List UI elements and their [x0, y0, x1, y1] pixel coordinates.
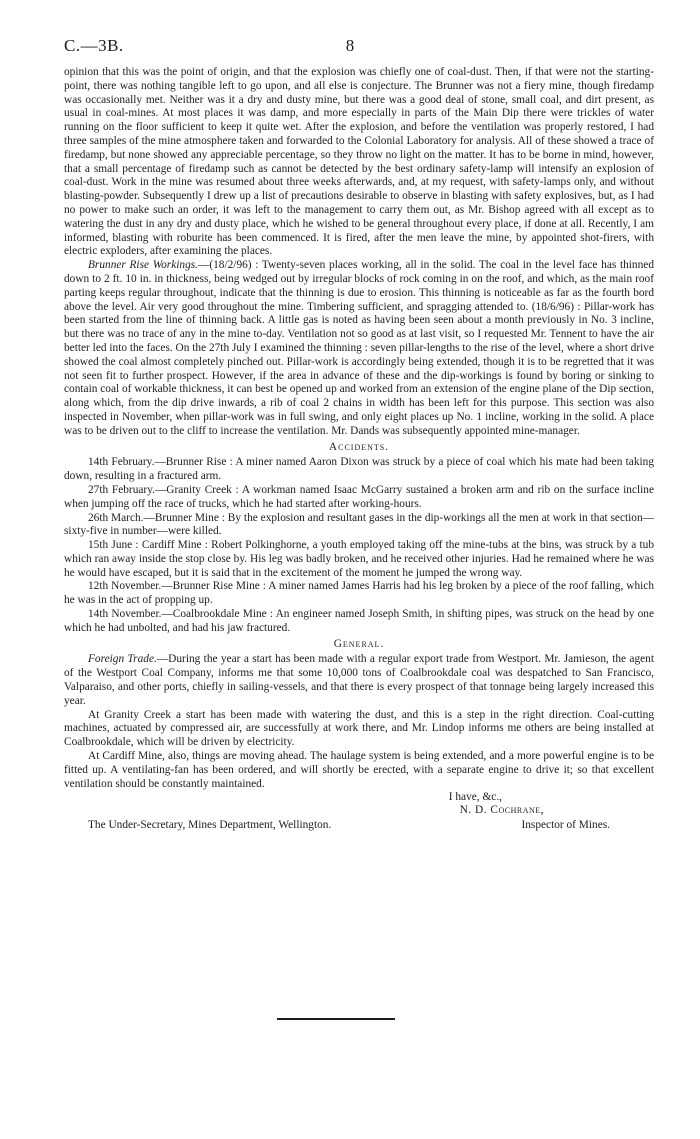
accident-item: 27th February.—Granity Creek : A workman named Isaac McGarry sustained a broken arm and rib on the surface incline when jumping off the race of trucks, which he had started after working-hours. — [64, 483, 654, 510]
signature-block — [64, 791, 654, 847]
paragraph-brunner-rise-text: —(18/2/96) : Twenty-seven places working, all in the solid. The coal in the level face has thinned down to 2 ft. 10 in. in thickness, being wedged out by irregular blocks of rock coming in on the roof, and which, as the main roof parting keeps regular throughout, indicate that the thinning is due to erosion. This thinning is noticeable as far as the fourth bord above the level. Air very good throughout the mine. Timbering sufficient, and spragging attended to. (18/6/96) : Pillar-work has been started from the line of thinning back. A little gas is noted as having been seen about a month previously in No. 3 incline, but there was no trace of any in the mine to-day. Ventilation not so good as at last visit, so I requested Mr. Tennent to have the air better led into the faces. On the 27th July I examined the thinning : seven pillar-lengths to the rise of the level, where a short drive showed the coal almost completely pinched out. Pillar-work is accordingly being extended, though it is to be regretted that it was not seen fit to further prospect. However, if the area in advance of these and the dip-workings is found by boring or sinking to contain coal of workable thickness, it can best be opened up and worked from an extension of the engine plane of the Dip section, along which, from the dip drive inwards, a rib of coal 2 chains in width has been left for this purpose. This section was also inspected in November, when pillar-work was in full swing, and only eight places up No. 1 incline, working in the solid. A place was to be driven out to the cliff to increase the ventilation. Mr. Dands was subsequently appointed mine-manager. — [64, 259, 654, 437]
signatory-name: N. D. Cochrane, — [459, 804, 544, 817]
closing-line: I have, &c., — [448, 791, 502, 804]
page-number: 8 — [345, 36, 355, 55]
accident-item: 14th February.—Brunner Rise : A miner named Aaron Dixon was struck by a piece of coal which his mate had been taking down, resulting in a fractured arm. — [64, 456, 654, 483]
paragraph-foreign-trade-text: —During the year a start has been made with a regular export trade from Westport. Mr. Jamieson, the agent of the Westport Coal Company, informs me that some 10,000 tons of Coalbrookdale coal was despatched to San Francisco, Valparaiso, and other ports, chiefly in sailing-vessels, and that there is every prospect of that tonnage being largely increased this year. — [64, 653, 655, 707]
accident-item: 15th June : Cardiff Mine : Robert Polkinghorne, a youth employed taking off the mine-tubs at the bins, was struck by a tub which ran away inside the stop close by. His leg was badly broken, and he received other injuries. Had he remained where he was he would have escaped, but it is said that in the excitement of the moment he jumped the wrong way. — [64, 539, 654, 579]
paragraph-granity-creek: At Granity Creek a start has been made with watering the dust, and this is a step in the right direction. Coal-cutting machines, actuated by compressed air, are successfully at work there, and Mr. Lindop informs me others are being installed at Coalbrookdale, which will be driven by electricity. — [64, 708, 654, 749]
section-lead-foreign-trade: Foreign Trade. — [88, 653, 157, 666]
accidents-heading: Accidents. — [328, 440, 390, 453]
accident-item: 12th November.—Brunner Rise Mine : A miner named James Harris had his leg broken by a piece of the roof falling, which he was in the act of propping up. — [64, 580, 654, 607]
paragraph-brunner-rise — [64, 259, 654, 438]
accident-item: 14th November.—Coalbrookdale Mine : An engineer named Joseph Smith, in shifting pipes, was struck on the head by one which he had unbolted, and had his jaw fractured. — [64, 608, 654, 634]
addressee: The Under-Secretary, Mines Department, Wellington. — [88, 819, 332, 832]
signatory-title: Inspector of Mines. — [521, 819, 610, 832]
document-body — [64, 66, 654, 847]
closing-rule — [277, 1018, 395, 1020]
document-reference: C.—3B. — [64, 36, 124, 55]
paragraph-origin: opinion that this was the point of origin, and that the explosion was chiefly one of coal-dust. Then, if that were not the starting-point, there was nothing tangible left to go upon, and all else is conjecture. The Brunner was not a fiery mine, though firedamp was occasionally met. Neither was it a dry and dusty mine, but there was a good deal of stone, small coal, and dirt present, as usual in coal-mines. At most places it was damp, and more especially in parts of the Main Dip there were trickles of water running on the floor sufficient to keep it quite wet. After the explosion, and before the ventilation was properly restored, I had three samples of the mine atmosphere taken and forwarded to the Colonial Laboratory for analysis. All of these showed a trace of firedamp, but none showed any appreciable percentage, so they throw no light on the matter. It has to be borne in mind, however, that a small percentage of firedamp such as cannot be detected by the best ordinary safety-lamp will intensify an explosion of coal-dust. Work in the mine was resumed about three weeks afterwards, and, at my request, with safety-lamps only, and without blasting-powder. Subsequently I drew up a list of precautions desirable to observe in blasting with safety explosives, but, as I had no power to make such an order, it was left to the management to carry them out, as Mr. Bishop agreed with all except as to watering the dust in any dry and dusty place, which he wished to be general throughout every place, if done at all. Recently, I am informed, blasting with roburite has been commenced. It is fired, after the men leave the mine, by appointed shot-firers, with electric exploders, after examining the places. — [64, 66, 654, 258]
general-heading: General. — [333, 637, 385, 650]
paragraph-foreign-trade — [64, 653, 654, 708]
accident-item: 26th March.—Brunner Mine : By the explosion and resultant gases in the dip-workings all the men at work in that section—sixty-five in number—were killed. — [64, 511, 654, 538]
page-header — [64, 36, 636, 60]
paragraph-cardiff: At Cardiff Mine, also, things are moving ahead. The haulage system is being extended, and a more powerful engine is to be fitted up. A ventilating-fan has been ordered, and will shortly be erected, with a separate engine to drive it; so that excellent ventilation should be constantly maintained. — [64, 750, 654, 790]
section-lead-brunner-rise: Brunner Rise Workings. — [88, 259, 198, 272]
